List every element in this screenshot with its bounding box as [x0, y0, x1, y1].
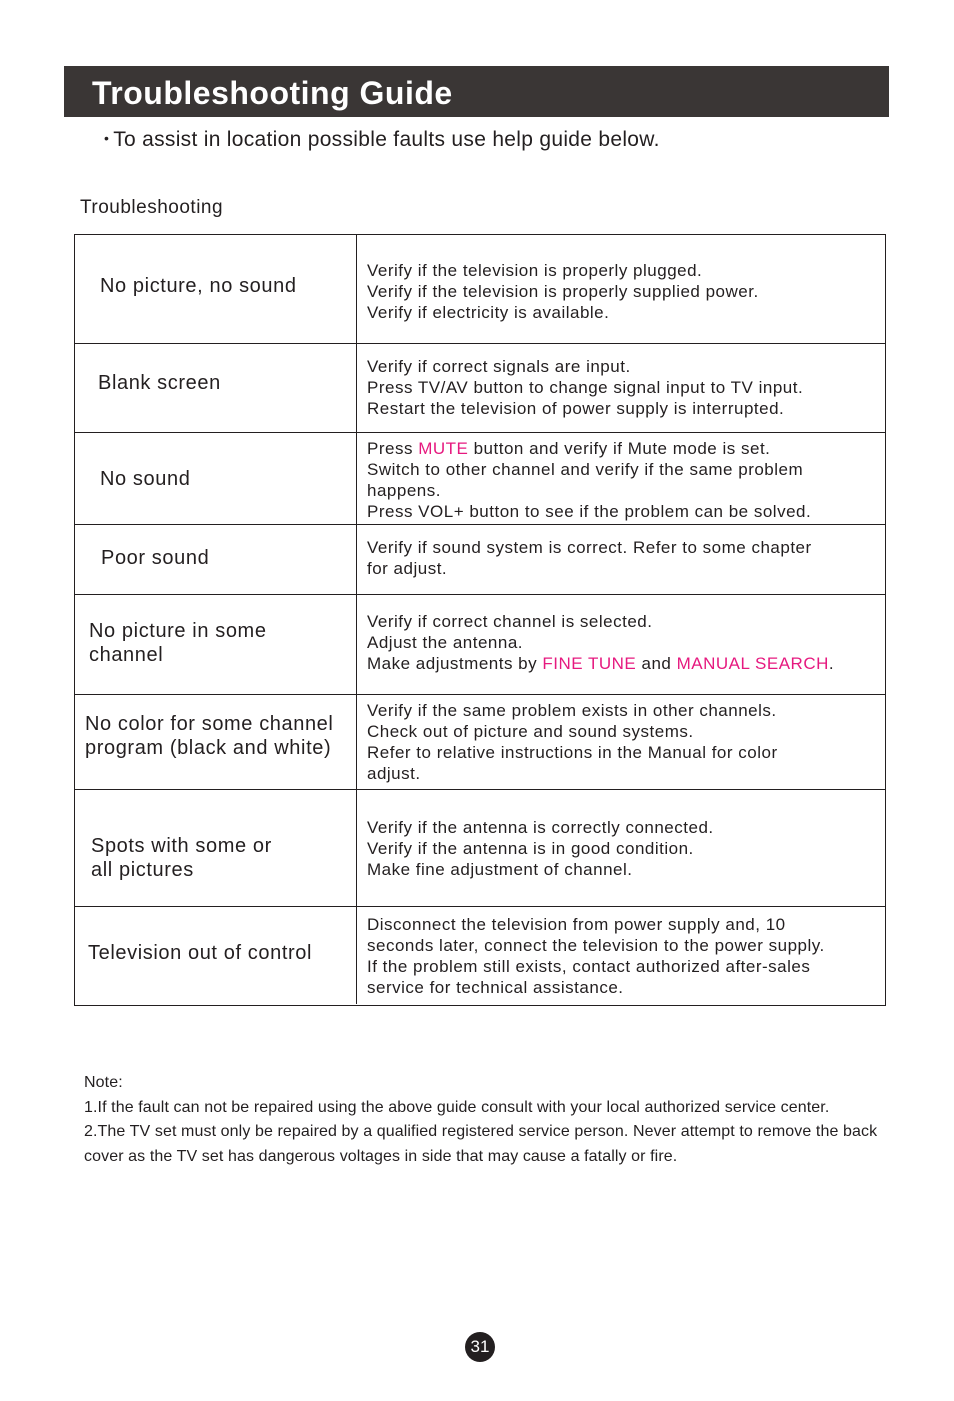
problem-cell: No sound: [100, 468, 191, 490]
solution-cell: Verify if the television is properly plugged. Verify if the television is properly supplied power. Verify if electricity is available.: [367, 261, 759, 322]
table-row: [75, 433, 885, 525]
table-row: [75, 790, 885, 907]
solution-cell: Verify if sound system is correct. Refer to some chapter for adjust.: [367, 538, 812, 578]
problem-cell: No picture in some channel: [89, 620, 267, 666]
solution-cell: Disconnect the television from power supply and, 10 seconds later, connect the television to the power supply. If the problem still exists, contact authorized after-sales service for technical assistance.: [367, 915, 825, 997]
problem-cell: No picture, no sound: [100, 275, 297, 297]
troubleshooting-table: [74, 234, 886, 1006]
problem-cell: Poor sound: [101, 547, 210, 569]
page-number-badge: 31: [465, 1332, 495, 1362]
table-row: [75, 907, 885, 1004]
intro-line: [104, 124, 660, 154]
page-title: Troubleshooting Guide: [92, 75, 453, 111]
problem-cell: Blank screen: [98, 372, 221, 394]
table-row: [75, 525, 885, 595]
section-label: Troubleshooting: [80, 197, 224, 218]
solution-cell: Press MUTE button and verify if Mute mode is set. Switch to other channel and verify if the same problem happens. Press VOL+ button to see if the problem can be solved.: [367, 439, 812, 521]
note-item: 1.If the fault can not be repaired using the above guide consult with your local authorized service center.: [84, 1098, 830, 1116]
table-row: [75, 235, 885, 344]
note-heading: Note:: [84, 1074, 123, 1091]
problem-cell: Television out of control: [88, 942, 313, 964]
solution-cell: Verify if correct channel is selected. Adjust the antenna. Make adjustments by FINE TUNE and MANUAL SEARCH.: [367, 612, 835, 673]
table-row: [75, 595, 885, 695]
table-row: [75, 344, 885, 433]
note-item: 2.The TV set must only be repaired by a qualified registered service person. Never attempt to remove the back cover as the TV set has dangerous voltages in side that may cause a fatally or fire.: [84, 1123, 878, 1165]
title-bar: [64, 66, 889, 117]
problem-cell: Spots with some or all pictures: [91, 835, 272, 881]
intro-text: To assist in location possible faults use help guide below.: [113, 128, 660, 151]
solution-cell: Verify if the same problem exists in other channels. Check out of picture and sound systems. Refer to relative instructions in the Manual for color adjust.: [367, 701, 778, 783]
solution-cell: Verify if correct signals are input. Press TV/AV button to change signal input to TV input. Restart the television of power supply is interrupted.: [367, 357, 804, 418]
problem-cell: No color for some channel program (black and white): [85, 713, 334, 759]
table-row: [75, 695, 885, 790]
solution-cell: Verify if the antenna is correctly connected. Verify if the antenna is in good condition. Make fine adjustment of channel.: [367, 818, 714, 879]
bullet-icon: •: [104, 130, 110, 146]
note-block: [84, 1071, 904, 1169]
